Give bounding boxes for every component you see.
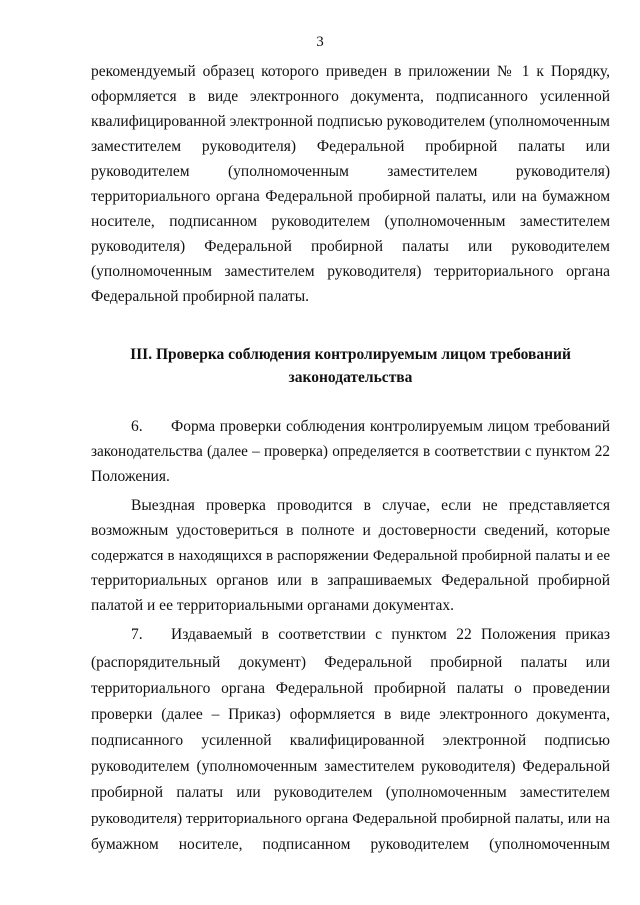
text-line: руководителем (уполномоченным заместителем руководителя) <box>91 163 610 180</box>
text-line: (распорядительный документ) Федеральной пробирной палаты или <box>91 654 610 671</box>
text-line: территориальных органов или в запрашиваемых Федеральной пробирной <box>91 572 610 589</box>
text-line: пробирной палаты или руководителем (уполномоченным заместителем <box>91 784 610 801</box>
text-line: Издаваемый в соответствии с пунктом 22 Положения приказ <box>171 626 610 643</box>
heading-line: III. Проверка соблюдения контролируемым лицом требований <box>130 346 571 363</box>
page-number: 3 <box>316 34 324 50</box>
text-line: проверки (далее – Приказ) оформляется в виде электронного документа, <box>91 706 610 723</box>
text-line: подписанного усиленной квалифицированной электронной подписью <box>91 732 610 749</box>
paragraph-number: 7. <box>131 626 143 643</box>
text-line: квалифицированной электронной подписью руководителем (уполномоченным <box>91 113 610 130</box>
text-line: оформляется в виде электронного документа, подписанного усиленной <box>91 88 610 105</box>
paragraph-number: 6. <box>131 418 143 435</box>
text-line: руководителя) Федеральной пробирной палаты или руководителем <box>91 238 610 255</box>
text-line: территориального органа Федеральной пробирной палаты, или на бумажном <box>91 188 610 205</box>
text-line: палатой и ее территориальными органами документах. <box>91 597 454 614</box>
text-line: Федеральной пробирной палаты. <box>91 288 309 305</box>
heading-line: законодательства <box>288 369 413 386</box>
text-line: Выездная проверка проводится в случае, если не представляется <box>131 497 610 514</box>
text-line: руководителем (уполномоченным заместителем руководителя) Федеральной <box>91 758 610 775</box>
text-line: законодательства (далее – проверка) определяется в соответствии с пунктом 22 <box>91 443 610 460</box>
text-line: руководителя) территориального органа Федеральной пробирной палаты, или на <box>91 811 610 827</box>
text-line: носителе, подписанном руководителем (уполномоченным заместителем <box>91 213 610 230</box>
text-line: содержатся в находящихся в распоряжении Федеральной пробирной палаты и ее <box>91 548 610 564</box>
text-line: бумажном носителе, подписанном руководителем (уполномоченным <box>91 836 610 853</box>
text-line: территориального органа Федеральной пробирной палаты о проведении <box>91 680 610 697</box>
text-line: Положения. <box>91 468 170 485</box>
text-line: возможным удостовериться в полноте и достоверности сведений, которые <box>91 522 610 539</box>
text-line: Форма проверки соблюдения контролируемым лицом требований <box>171 418 610 435</box>
text-line: рекомендуемый образец которого приведен в приложении № 1 к Порядку, <box>91 63 610 80</box>
text-line: заместителем руководителя) Федеральной пробирной палаты или <box>91 138 610 155</box>
text-line: (уполномоченным заместителем руководителя) территориального органа <box>91 263 610 280</box>
